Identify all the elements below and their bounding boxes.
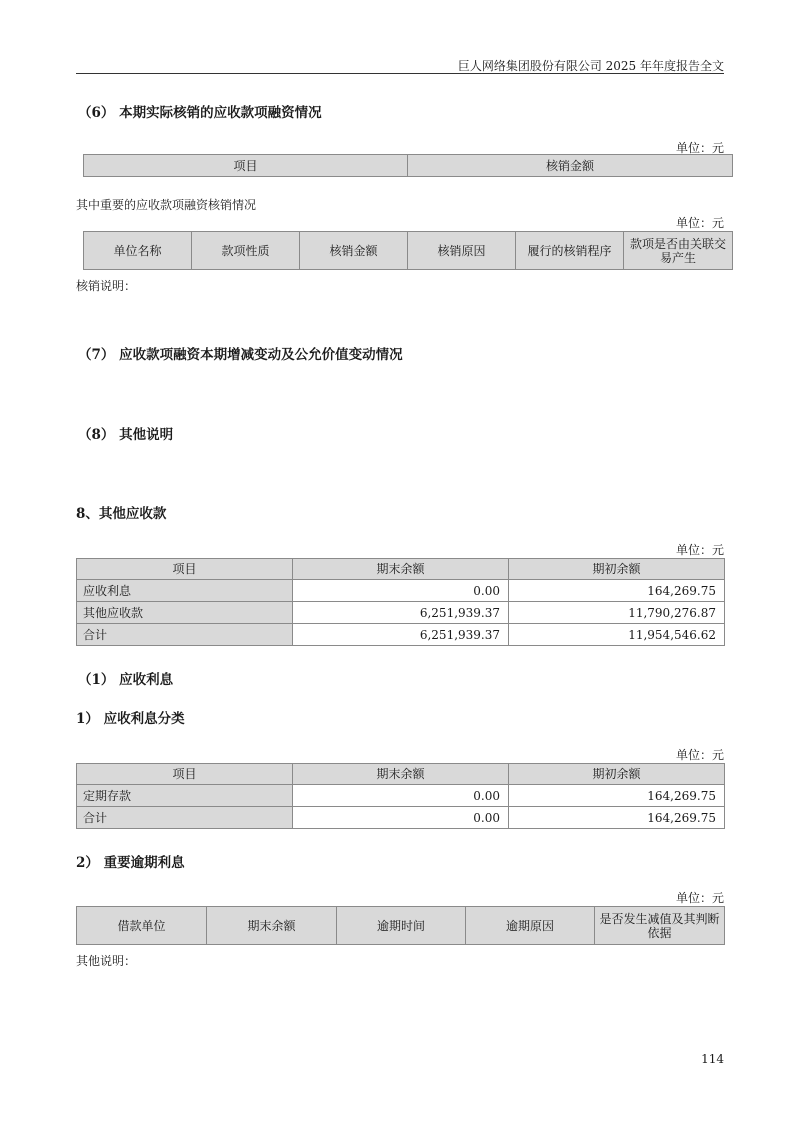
section-7-heading: （7） 应收款项融资本期增减变动及公允价值变动情况	[78, 347, 403, 363]
column-header: 期末余额	[207, 907, 337, 945]
column-header: 款项是否由关联交易产生	[624, 232, 733, 270]
column-header: 核销原因	[408, 232, 516, 270]
overdue-note: 其他说明：	[76, 954, 137, 968]
column-header: 期末余额	[293, 559, 509, 580]
column-header: 期初余额	[509, 559, 725, 580]
column-header: 履行的核销程序	[516, 232, 624, 270]
begin-balance-cell: 11,790,276.87	[509, 602, 725, 624]
end-balance-cell: 6,251,939.37	[293, 624, 509, 646]
end-balance-cell: 6,251,939.37	[293, 602, 509, 624]
begin-balance-cell: 11,954,546.62	[509, 624, 725, 646]
writeoff-note: 核销说明：	[76, 279, 137, 293]
row-label: 合计	[77, 807, 293, 829]
table-row	[77, 807, 725, 829]
end-balance-cell: 0.00	[293, 580, 509, 602]
table-row	[77, 624, 725, 646]
row-label: 定期存款	[77, 785, 293, 807]
column-header: 是否发生减值及其判断依据	[595, 907, 725, 945]
column-header: 逾期时间	[337, 907, 466, 945]
table-row	[77, 580, 725, 602]
interest-classification-table	[76, 763, 725, 829]
table-row	[77, 602, 725, 624]
begin-balance-cell: 164,269.75	[509, 580, 725, 602]
interest-receivable-heading: （1） 应收利息	[78, 672, 174, 688]
column-header: 核销金额	[408, 155, 733, 177]
interest-classification-heading: 1） 应收利息分类	[76, 711, 185, 727]
column-header: 借款单位	[77, 907, 207, 945]
unit-label: 单位：元	[675, 748, 724, 762]
end-balance-cell: 0.00	[293, 785, 509, 807]
page-number: 114	[701, 1052, 724, 1066]
unit-label: 单位：元	[675, 216, 724, 230]
column-header: 项目	[77, 559, 293, 580]
unit-label: 单位：元	[675, 891, 724, 905]
column-header: 款项性质	[192, 232, 300, 270]
column-header: 项目	[77, 764, 293, 785]
overdue-interest-heading: 2） 重要逾期利息	[76, 855, 185, 871]
column-header: 期末余额	[293, 764, 509, 785]
column-header: 单位名称	[84, 232, 192, 270]
unit-label: 单位：元	[675, 543, 724, 557]
other-receivables-table	[76, 558, 725, 646]
overdue-interest-table	[76, 906, 725, 945]
important-writeoff-text: 其中重要的应收款项融资核销情况	[76, 198, 257, 212]
unit-label: 单位：元	[675, 141, 724, 155]
column-header: 逾期原因	[466, 907, 595, 945]
document-header-title: 巨人网络集团股份有限公司 2025 年年度报告全文	[457, 59, 724, 73]
column-header: 期初余额	[509, 764, 725, 785]
other-receivables-heading: 8、其他应收款	[76, 506, 167, 522]
row-label: 其他应收款	[77, 602, 293, 624]
row-label: 合计	[77, 624, 293, 646]
begin-balance-cell: 164,269.75	[509, 807, 725, 829]
table-row	[77, 785, 725, 807]
writeoff-table	[83, 154, 733, 177]
section-8-heading: （8） 其他说明	[78, 427, 174, 443]
section-6-heading: （6） 本期实际核销的应收款项融资情况	[78, 105, 322, 121]
end-balance-cell: 0.00	[293, 807, 509, 829]
column-header: 核销金额	[300, 232, 408, 270]
begin-balance-cell: 164,269.75	[509, 785, 725, 807]
important-writeoff-table	[83, 231, 733, 270]
column-header: 项目	[84, 155, 408, 177]
header-divider	[76, 73, 724, 74]
row-label: 应收利息	[77, 580, 293, 602]
